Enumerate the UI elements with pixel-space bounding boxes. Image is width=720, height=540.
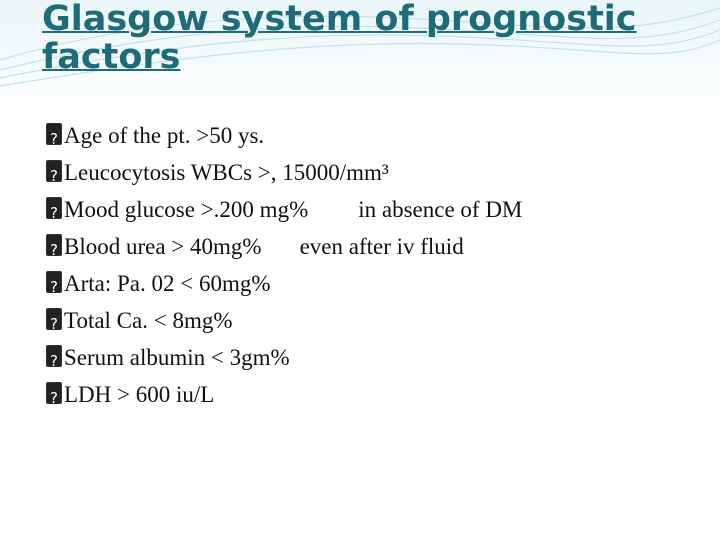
item-text: LDH > 600 iu/L xyxy=(64,382,215,407)
item-note: in absence of DM xyxy=(358,197,523,222)
unknown-glyph-icon xyxy=(46,308,62,330)
item-text: Arta: Pa. 02 < 60mg% xyxy=(64,271,271,296)
item-text: Blood urea > 40mg% xyxy=(64,234,262,259)
slide-title: Glasgow system of prognostic factors xyxy=(42,0,637,77)
item-text: Age of the pt. >50 ys. xyxy=(64,123,265,148)
unknown-glyph-icon xyxy=(46,345,62,367)
list-item xyxy=(46,154,696,191)
list-item xyxy=(46,228,696,265)
bullet-list xyxy=(46,117,696,413)
unknown-glyph-icon xyxy=(46,271,62,293)
unknown-glyph-icon xyxy=(46,382,62,404)
item-text: Leucocytosis WBCs >, 15000/mm³ xyxy=(64,160,389,185)
list-item xyxy=(46,265,696,302)
item-note: even after iv fluid xyxy=(299,234,464,259)
list-item xyxy=(46,339,696,376)
unknown-glyph-icon xyxy=(46,234,62,256)
item-text: Total Ca. < 8mg% xyxy=(64,308,233,333)
unknown-glyph-icon xyxy=(46,123,62,145)
list-item xyxy=(46,191,696,228)
list-item xyxy=(46,117,696,154)
list-item xyxy=(46,376,696,413)
unknown-glyph-icon xyxy=(46,197,62,219)
unknown-glyph-icon xyxy=(46,160,62,182)
item-text: Serum albumin < 3gm% xyxy=(64,345,290,370)
list-item xyxy=(46,302,696,339)
item-text: Mood glucose >.200 mg% xyxy=(64,197,309,222)
